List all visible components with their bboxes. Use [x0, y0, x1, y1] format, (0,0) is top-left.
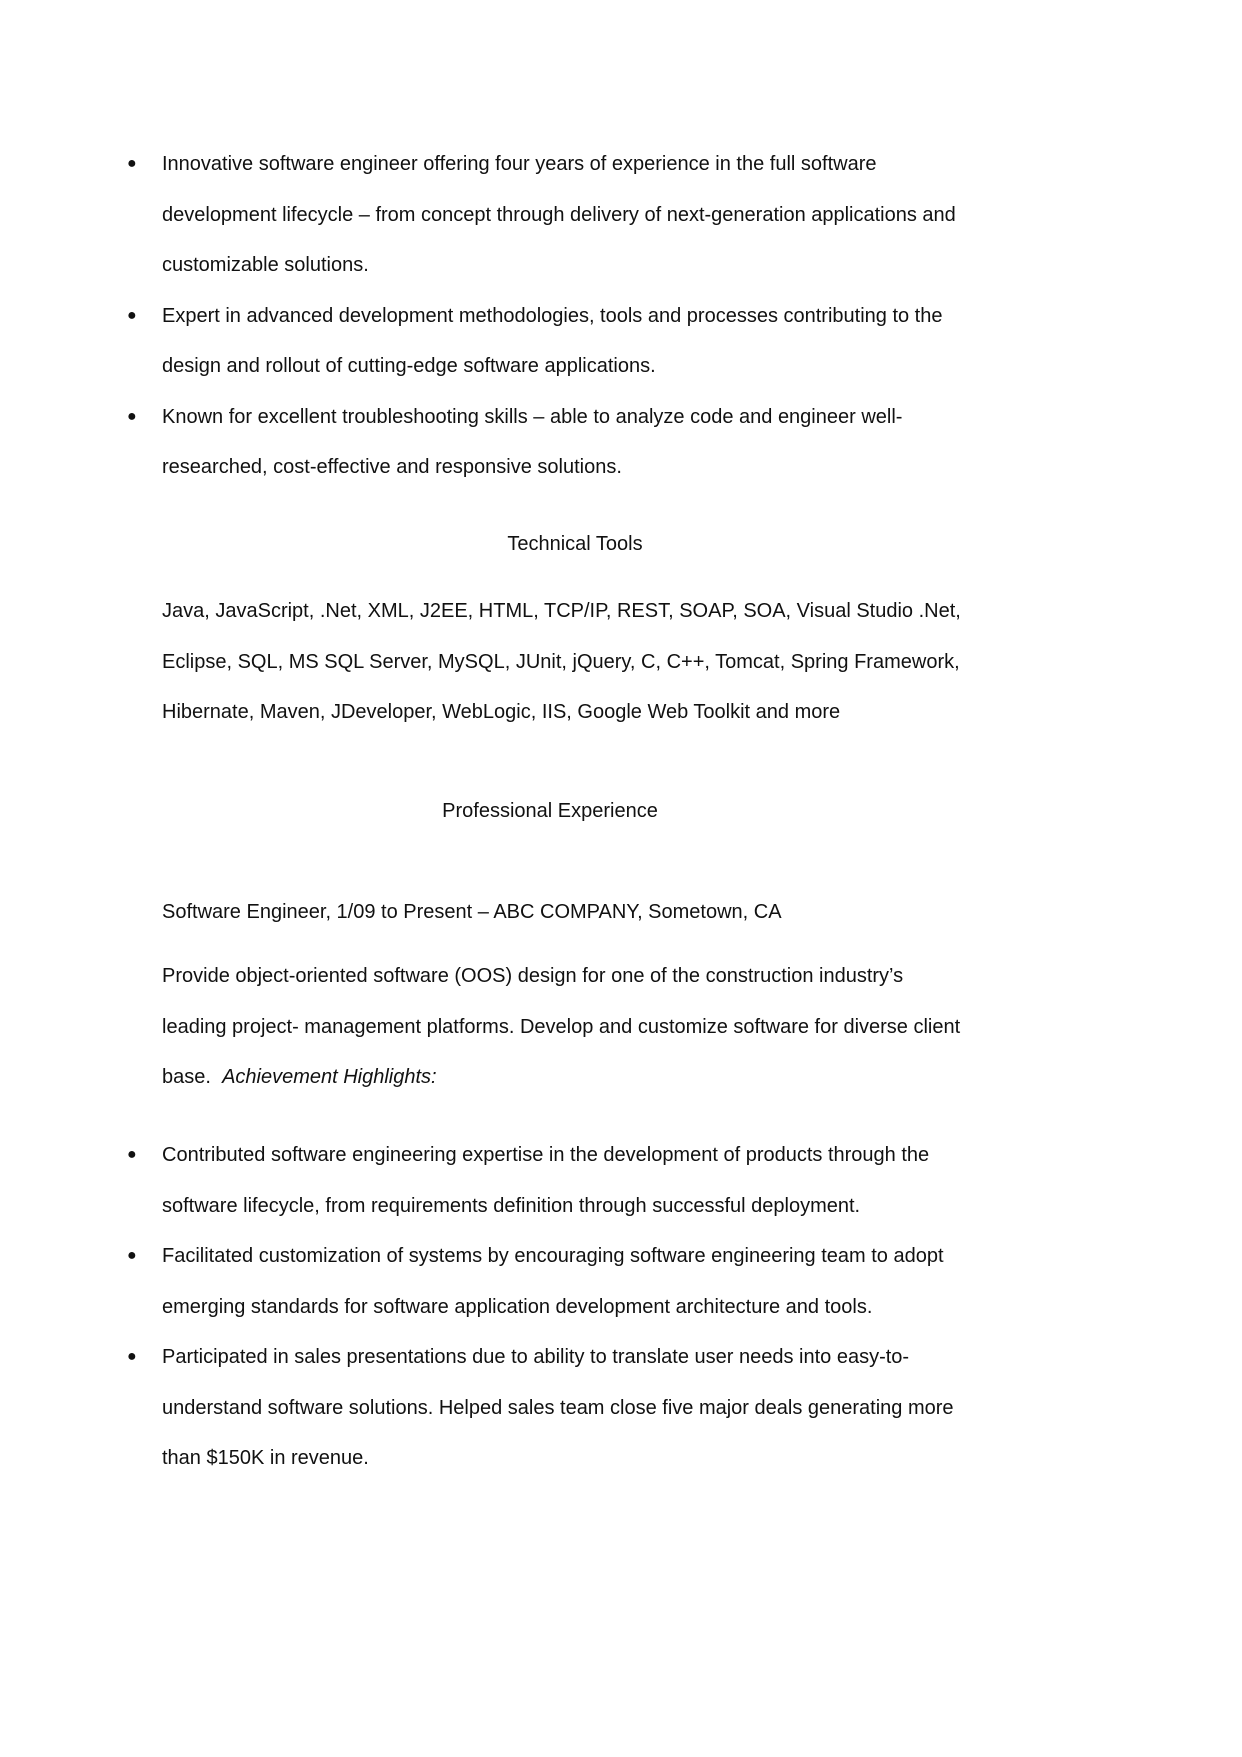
- highlight-text: Contributed software engineering expertise in the development of products through the software lifecycle, from requirements definition through successful deployment.: [162, 1144, 930, 1217]
- list-item: [120, 1332, 960, 1484]
- technical-tools-heading: Technical Tools: [507, 533, 643, 555]
- summary-bullet-text: Known for excellent troubleshooting skills – able to analyze code and engineer well-researched, cost-effective and responsive solutions.: [162, 405, 903, 478]
- job-description: [162, 951, 962, 1103]
- summary-bullet-text: Innovative software engineer offering four years of experience in the full software development lifecycle – from concept through delivery of next-generation applications and customizable solutions.: [162, 153, 956, 276]
- summary-bullet-text: Expert in advanced development methodologies, tools and processes contributing to the design and rollout of cutting-edge software applications.: [162, 304, 943, 377]
- highlight-text: Facilitated customization of systems by encouraging software engineering team to adopt emerging standards for software application development architecture and tools.: [162, 1245, 944, 1318]
- list-item: [120, 1130, 960, 1231]
- list-item: [120, 392, 960, 493]
- achievement-highlights-label: Achievement Highlights:: [222, 1066, 437, 1088]
- highlights-list: [120, 1130, 960, 1484]
- bullet-icon: ●: [127, 1146, 137, 1163]
- list-item: [120, 139, 960, 291]
- bullet-icon: ●: [127, 407, 137, 425]
- job-description-text: Provide object-oriented software (OOS) design for one of the construction industry’s leading project- management platforms. Develop and customize software for diverse client base.: [162, 965, 961, 1088]
- bullet-icon: ●: [127, 1348, 137, 1365]
- summary-list: [120, 139, 960, 493]
- list-item: [120, 291, 960, 392]
- list-item: [120, 1231, 960, 1332]
- job-title-line: Software Engineer, 1/09 to Present – ABC COMPANY, Sometown, CA: [162, 901, 782, 923]
- professional-experience-heading: Professional Experience: [442, 800, 658, 822]
- bullet-icon: ●: [127, 155, 137, 172]
- technical-tools-text: Java, JavaScript, .Net, XML, J2EE, HTML, TCP/IP, REST, SOAP, SOA, Visual Studio .Net, Eclipse, SQL, MS SQL Server, MySQL, JUnit, jQuery, C, C++, Tomcat, Spring Framework, Hibernate, Maven, JDeveloper, WebLogic, IIS, Google Web Toolkit and more: [162, 600, 961, 723]
- highlight-text: Participated in sales presentations due to ability to translate user needs into easy-to-understand software solutions. Helped sales team close five major deals generating more than $150K in revenue.: [162, 1346, 954, 1469]
- bullet-icon: ●: [127, 306, 137, 324]
- bullet-icon: ●: [127, 1247, 137, 1264]
